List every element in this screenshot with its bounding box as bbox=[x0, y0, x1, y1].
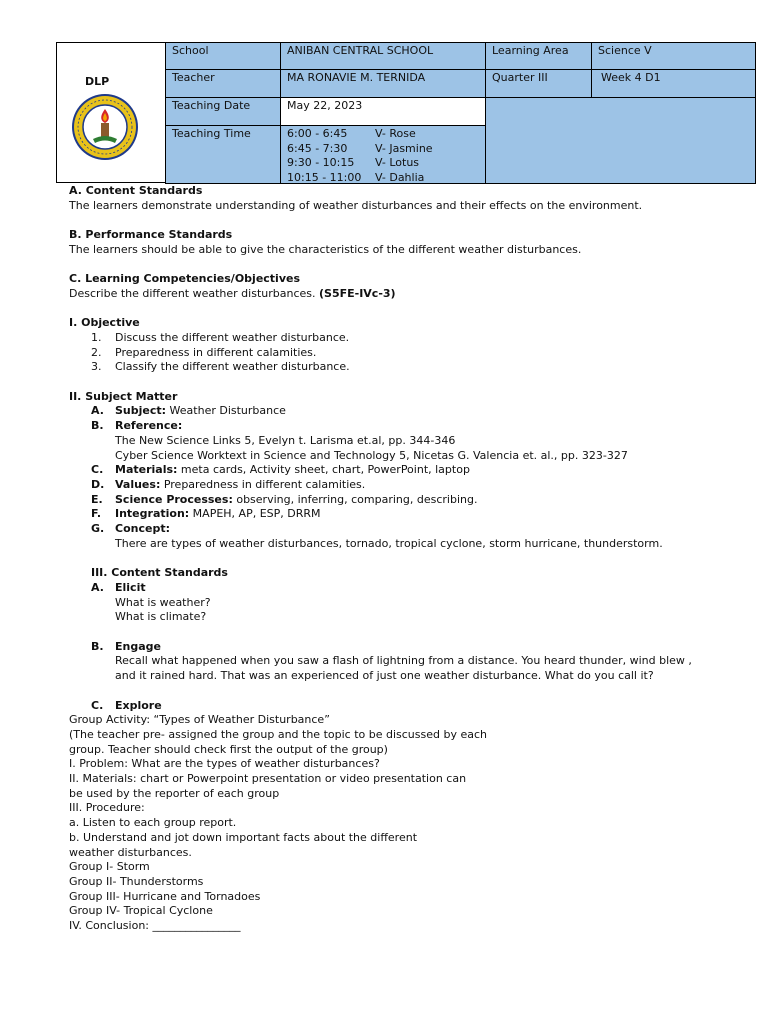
teaching-time-label: Teaching Time bbox=[165, 125, 281, 184]
content-standards-text: The learners demonstrate understanding of weather disturbances and their effects on the environment. bbox=[69, 198, 643, 212]
dlp-label: DLP bbox=[85, 75, 110, 88]
elicit-item: A. Elicit bbox=[91, 580, 146, 594]
explore-line: Group III- Hurricane and Tornadoes bbox=[69, 889, 261, 903]
explore-line: b. Understand and jot down important facts about the different bbox=[69, 830, 418, 844]
blank-cell bbox=[485, 97, 756, 184]
lesson-body bbox=[69, 184, 748, 934]
time-row: 9:30 - 10:15 V- Lotus bbox=[287, 156, 420, 169]
engage-item: B. Engage bbox=[91, 639, 161, 653]
learning-area-value: Science V bbox=[591, 42, 756, 70]
integration-item: F. Integration: MAPEH, AP, ESP, DRRM bbox=[91, 507, 321, 521]
time-row: 6:45 - 7:30 V- Jasmine bbox=[287, 141, 433, 155]
concept-text: There are types of weather disturbances, tornado, tropical cyclone, storm hurricane, thunderstorm. bbox=[115, 536, 663, 550]
explore-line: I. Problem: What are the types of weather disturbances? bbox=[69, 757, 380, 771]
header-table bbox=[56, 42, 755, 183]
materials-item: C. Materials: meta cards, Activity sheet, chart, PowerPoint, laptop bbox=[91, 463, 470, 477]
teaching-time-value bbox=[280, 125, 486, 184]
reference-item: B. Reference: bbox=[91, 419, 183, 433]
explore-item: C. Explore bbox=[91, 698, 162, 712]
school-value: ANIBAN CENTRAL SCHOOL bbox=[280, 42, 486, 70]
subject-item: A. Subject: Weather Disturbance bbox=[91, 404, 286, 418]
teaching-date-label: Teaching Date bbox=[165, 97, 281, 126]
teaching-date-value: May 22, 2023 bbox=[280, 97, 486, 126]
values-item: D. Values: Preparedness in different calamities. bbox=[91, 478, 366, 491]
content-standards-heading: A. Content Standards bbox=[69, 184, 203, 197]
explore-line: Group IV- Tropical Cyclone bbox=[69, 904, 213, 918]
school-seal-logo bbox=[71, 93, 139, 161]
explore-line: weather disturbances. bbox=[69, 845, 192, 859]
teacher-value: MA RONAVIE M. TERNIDA bbox=[280, 69, 486, 98]
engage-text: Recall what happened when you saw a flash of lightning from a distance. You heard thunder, wind blew , bbox=[115, 654, 692, 668]
explore-line: Group II- Thunderstorms bbox=[69, 874, 204, 888]
engage-text: and it rained hard. That was an experienced of just one weather disturbance. What do you call it? bbox=[115, 669, 654, 683]
competencies-heading: C. Learning Competencies/Objectives bbox=[69, 272, 301, 286]
explore-line: IV. Conclusion: ________________ bbox=[69, 919, 241, 933]
explore-line: III. Procedure: bbox=[69, 801, 145, 815]
reference-2: Cyber Science Worktext in Science and Technology 5, Nicetas G. Valencia et. al., pp. 323-327 bbox=[115, 448, 628, 462]
performance-standards-text: The learners should be able to give the characteristics of the different weather disturbances. bbox=[69, 242, 582, 256]
performance-standards-heading: B. Performance Standards bbox=[69, 228, 233, 242]
science-processes-item: E. Science Processes: observing, inferring, comparing, describing. bbox=[91, 492, 478, 506]
teacher-label: Teacher bbox=[165, 69, 281, 98]
reference-1: The New Science Links 5, Evelyn t. Larisma et.al, pp. 344-346 bbox=[115, 433, 456, 447]
competency-code: (S5FE-IVc-3) bbox=[319, 286, 396, 300]
objective-heading: I. Objective bbox=[69, 316, 140, 330]
objective-item: 3. Classify the different weather disturbance. bbox=[91, 360, 350, 374]
elicit-question: What is weather? bbox=[115, 595, 211, 609]
explore-line: II. Materials: chart or Powerpoint presentation or video presentation can bbox=[69, 772, 467, 786]
explore-line: (The teacher pre- assigned the group and the topic to be discussed by each bbox=[69, 727, 487, 741]
competencies-text: Describe the different weather disturbances. (S5FE-IVc-3) bbox=[69, 286, 396, 300]
quarter-label: Quarter III bbox=[485, 69, 592, 98]
explore-line: be used by the reporter of each group bbox=[69, 786, 280, 800]
time-row: 6:00 - 6:45 V- Rose bbox=[287, 127, 416, 140]
explore-line: a. Listen to each group report. bbox=[69, 816, 237, 830]
objective-item: 1. Discuss the different weather disturbance. bbox=[91, 330, 350, 344]
learning-area-label: Learning Area bbox=[485, 42, 592, 70]
time-row: 10:15 - 11:00 V- Dahlia bbox=[287, 170, 425, 184]
concept-item: G. Concept: bbox=[91, 522, 170, 536]
school-label: School bbox=[165, 42, 281, 70]
objective-item: 2. Preparedness in different calamities. bbox=[91, 345, 317, 359]
explore-line: Group I- Storm bbox=[69, 860, 150, 874]
elicit-question: What is climate? bbox=[115, 610, 207, 624]
explore-activity bbox=[69, 713, 748, 934]
explore-line: Group Activity: “Types of Weather Disturbance” bbox=[69, 713, 330, 727]
subject-matter-heading: II. Subject Matter bbox=[69, 389, 178, 403]
explore-line: group. Teacher should check first the output of the group) bbox=[69, 742, 388, 756]
content-standards-iii-heading: III. Content Standards bbox=[91, 566, 228, 580]
week-value: Week 4 D1 bbox=[591, 69, 756, 98]
